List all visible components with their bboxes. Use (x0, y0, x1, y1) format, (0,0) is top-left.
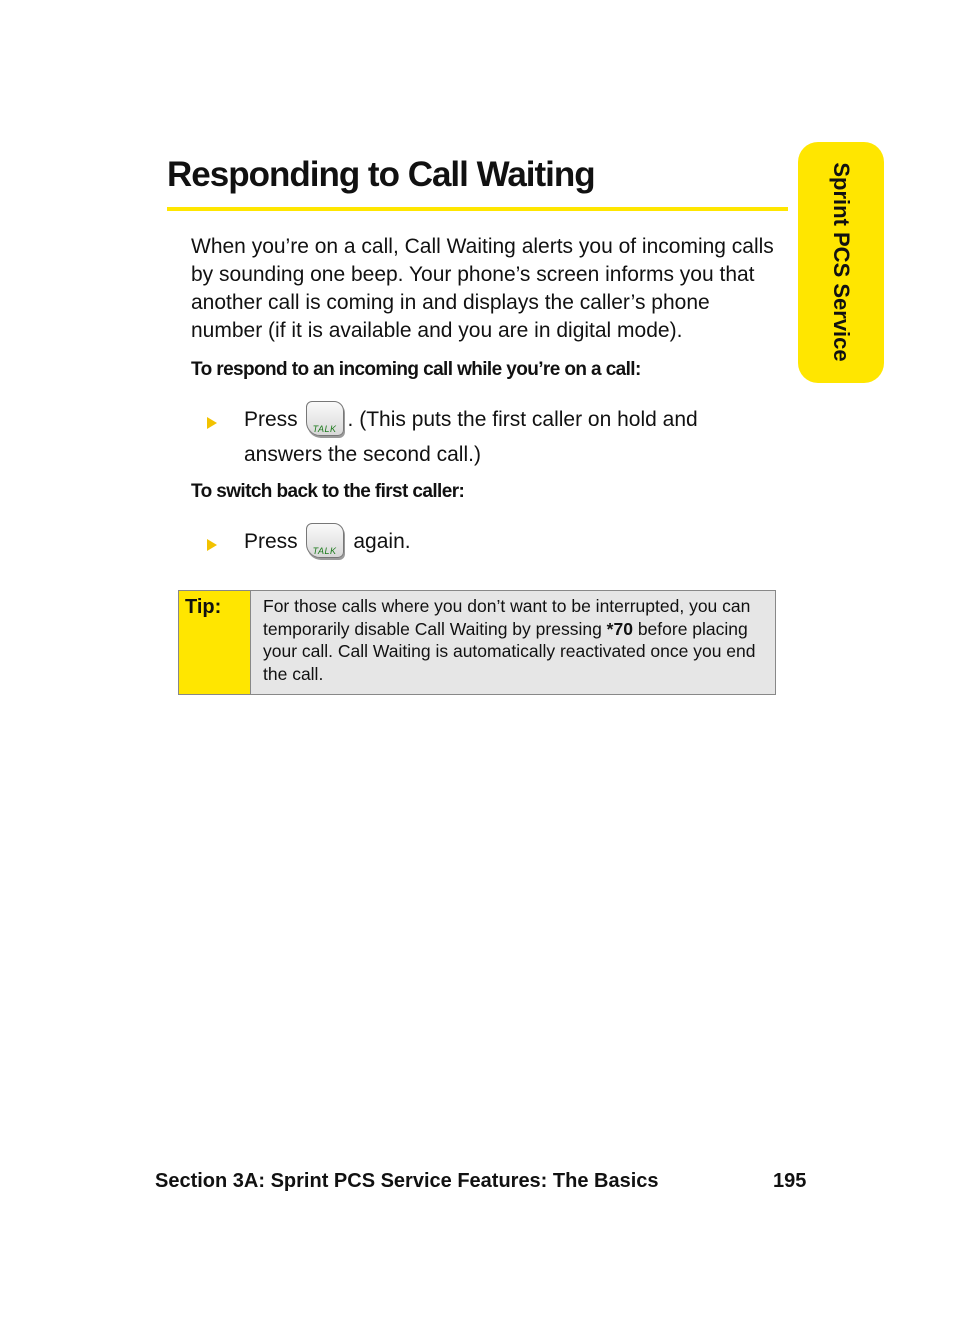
section-side-tab (798, 142, 884, 383)
intro-paragraph: When you’re on a call, Call Waiting alerts you of incoming calls by sounding one beep. Your phone’s screen informs you that another call is coming in and displays the caller’s phone number (if it is available and you are in digital mode). (191, 235, 774, 342)
tip-label: Tip: (185, 596, 222, 618)
tip-code: *70 (606, 618, 633, 639)
subheading-switch-back: To switch back to the first caller: (191, 481, 465, 502)
talk-key-label: TALK (312, 546, 337, 556)
tip-text-start: For those calls where you don’t want to be interrupted, you can temporarily disable Call Waiting by pressing (263, 596, 751, 639)
side-tab-label: Sprint PCS Service (829, 162, 854, 362)
talk-key-icon (306, 523, 344, 558)
bullet-switch-press: Press (244, 530, 298, 554)
tip-text (263, 595, 763, 685)
footer-page-number: 195 (773, 1170, 807, 1192)
bullet-respond (244, 403, 764, 472)
page-title: Responding to Call Waiting (167, 155, 595, 194)
bullet-switch-text: again. (353, 530, 411, 554)
bullet-arrow-icon (207, 417, 217, 429)
bullet-arrow-icon (207, 539, 217, 551)
talk-key-label: TALK (312, 424, 337, 434)
subheading-respond: To respond to an incoming call while you’re on a call: (191, 359, 641, 380)
bullet-respond-text: . (This puts the first caller on hold and answers the second call.) (244, 408, 698, 466)
title-underline (167, 207, 788, 211)
tip-text-end: before placing your call. Call Waiting is automatically reactivated once you end the call. (263, 618, 756, 684)
talk-key-icon (306, 401, 344, 436)
bullet-switch-back (244, 525, 764, 560)
bullet-respond-press: Press (244, 408, 298, 432)
tip-box (178, 590, 776, 695)
tip-label-cell (179, 591, 251, 694)
footer-section-title: Section 3A: Sprint PCS Service Features: The Basics (155, 1170, 659, 1192)
